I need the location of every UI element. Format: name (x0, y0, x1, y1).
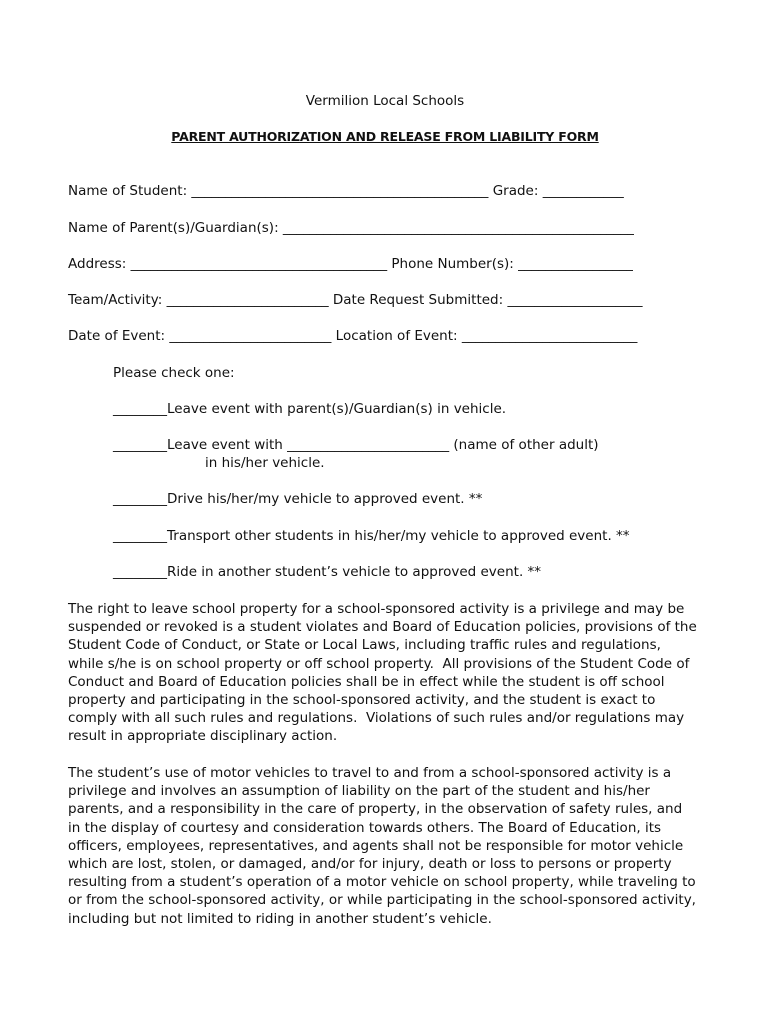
option-leave-with-parent[interactable]: ________Leave event with parent(s)/Guardian(s) in vehicle. (113, 401, 507, 417)
check-instruction: Please check one: (113, 365, 235, 381)
team-date-submitted-field[interactable]: Team/Activity: ________________________ Date Request Submitted: ____________________ (68, 292, 643, 308)
option-drive-own-vehicle[interactable]: ________Drive his/her/my vehicle to approved event. ** (113, 491, 483, 507)
option-transport-students[interactable]: ________Transport other students in his/her/my vehicle to approved event. ** (113, 528, 630, 544)
paragraph-school-property-privilege: The right to leave school property for a school-sponsored activity is a privilege and may be suspended or revoked is a student violates and Board of Education policies, provisions of the Student Code of Conduct, or State or Local Laws, including traffic rules and regulations, while s/he is on school property or off school property. All provisions of the Student Code of Conduct and Board of Education policies shall be in effect while the student is off school property and participating in the school-sponsored activity, and the student is exact to comply with all such rules and regulations. Violations of such rules and/or regulations may result in appropriate disciplinary action. (68, 601, 697, 745)
address-phone-field[interactable]: Address: ______________________________________ Phone Number(s): _________________ (68, 256, 633, 272)
option-ride-with-student[interactable]: ________Ride in another student’s vehicle to approved event. ** (113, 564, 542, 580)
student-name-grade-field[interactable]: Name of Student: ____________________________________________ Grade: ____________ (68, 183, 624, 199)
form-title: PARENT AUTHORIZATION AND RELEASE FROM LIABILITY FORM (171, 129, 599, 144)
event-date-location-field[interactable]: Date of Event: ________________________ Location of Event: __________________________ (68, 328, 638, 344)
paragraph-motor-vehicle-liability: The student’s use of motor vehicles to travel to and from a school-sponsored activity is a privilege and involves an assumption of liability on the part of the student and his/her parents, and a responsibility in the care of property, in the observation of safety rules, and in the display of courtesy and consideration towards others. The Board of Education, its officers, employees, representatives, and agents shall not be responsible for motor vehicle which are lost, stolen, or damaged, and/or for injury, death or loss to persons or property resulting from a student’s operation of a motor vehicle on school property, while traveling to or from the school-sponsored activity, or while participating in the school-sponsored activity, including but not limited to riding in another student’s vehicle. (68, 765, 696, 927)
option-leave-with-other-adult-continued: in his/her vehicle. (205, 455, 325, 471)
parent-guardian-field[interactable]: Name of Parent(s)/Guardian(s): ____________________________________________________ (68, 220, 634, 236)
option-leave-with-other-adult[interactable]: ________Leave event with ________________________ (name of other adult) (113, 437, 599, 453)
organization-name: Vermilion Local Schools (305, 93, 465, 109)
